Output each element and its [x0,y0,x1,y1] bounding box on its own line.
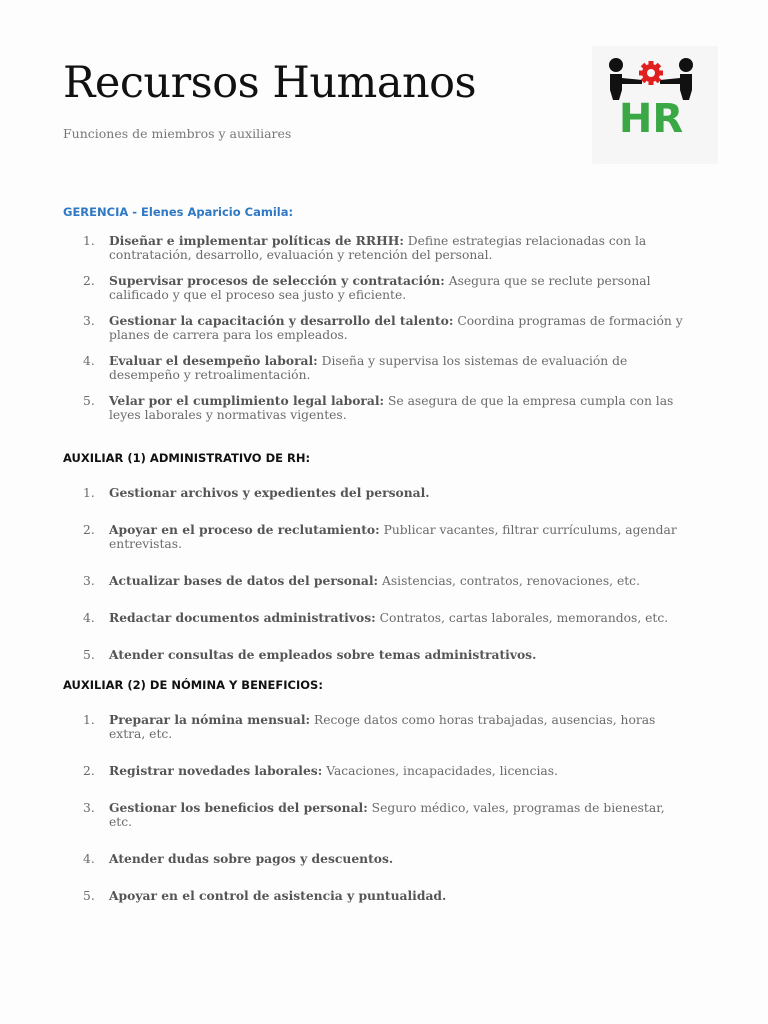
item-number: 1. [83,713,95,727]
list-item [63,889,683,903]
item-desc: Coordina programas de formación y planes de carrera para los empleados. [109,314,683,342]
item-desc: Recoge datos como horas trabajadas, ausencias, horas extra, etc. [109,713,656,741]
item-desc: Asistencias, contratos, renovaciones, etc. [378,574,640,588]
item-term: Atender dudas sobre pagos y descuentos. [109,851,394,866]
item-term: Supervisar procesos de selección y contratación: [109,273,445,288]
item-desc: Se asegura de que la empresa cumpla con las leyes laborales y normativas vigentes. [109,394,674,422]
item-desc: Contratos, cartas laborales, memorandos, etc. [375,611,669,625]
item-number: 3. [83,314,95,328]
item-number: 5. [83,394,95,408]
item-desc: Asegura que se reclute personal calificado y que el proceso sea justo y eficiente. [109,274,651,302]
list-item [63,852,683,866]
list-item [63,611,683,625]
item-term: Apoyar en el proceso de reclutamiento: [109,522,380,537]
item-desc: Diseña y supervisa los sistemas de evaluación de desempeño y retroalimentación. [109,354,628,382]
item-desc: Vacaciones, incapacidades, licencias. [322,764,558,778]
item-term: Actualizar bases de datos del personal: [109,573,379,588]
list-item [63,486,683,500]
list-item [63,234,683,262]
auxiliar-2-list [63,713,683,926]
list-item [63,354,683,382]
item-number: 3. [83,801,95,815]
section-heading-auxiliar-1: AUXILIAR (1) ADMINISTRATIVO DE RH: [63,451,311,465]
item-number: 4. [83,354,95,368]
item-number: 2. [83,274,95,288]
hr-logo [592,46,718,164]
item-term: Registrar novedades laborales: [109,763,323,778]
item-term: Apoyar en el control de asistencia y puntualidad. [109,888,447,903]
item-desc: Seguro médico, vales, programas de bienestar, etc. [109,801,665,829]
item-term: Preparar la nómina mensual: [109,712,311,727]
item-number: 2. [83,523,95,537]
item-number: 4. [83,611,95,625]
hr-people-gear-icon [602,56,708,154]
section-heading-auxiliar-2: AUXILIAR (2) DE NÓMINA Y BENEFICIOS: [63,678,323,692]
gerencia-list [63,234,683,434]
list-item [63,523,683,551]
item-number: 3. [83,574,95,588]
item-term: Velar por el cumplimiento legal laboral: [109,393,385,408]
item-desc: Define estrategias relacionadas con la contratación, desarrollo, evaluación y retención del personal. [109,234,647,262]
list-item [63,574,683,588]
item-term: Redactar documentos administrativos: [109,610,376,625]
item-term: Gestionar la capacitación y desarrollo del talento: [109,313,454,328]
list-item [63,394,683,422]
list-item [63,713,683,741]
list-item [63,764,683,778]
list-item [63,648,683,662]
item-term: Evaluar el desempeño laboral: [109,353,318,368]
item-number: 5. [83,889,95,903]
auxiliar-1-list [63,486,683,685]
page-title: Recursos Humanos [63,58,477,108]
item-number: 4. [83,852,95,866]
item-term: Gestionar los beneficios del personal: [109,800,368,815]
item-term: Atender consultas de empleados sobre temas administrativos. [109,647,537,662]
item-number: 2. [83,764,95,778]
section-heading-gerencia: GERENCIA - Elenes Aparicio Camila: [63,205,294,219]
item-desc: Publicar vacantes, filtrar currículums, agendar entrevistas. [109,523,677,551]
list-item [63,274,683,302]
list-item [63,314,683,342]
item-number: 5. [83,648,95,662]
item-number: 1. [83,486,95,500]
item-term: Gestionar archivos y expedientes del personal. [109,485,430,500]
svg-text:HR: HR [618,96,684,142]
item-number: 1. [83,234,95,248]
item-term: Diseñar e implementar políticas de RRHH: [109,233,404,248]
list-item [63,801,683,829]
page-subtitle: Funciones de miembros y auxiliares [63,126,292,141]
